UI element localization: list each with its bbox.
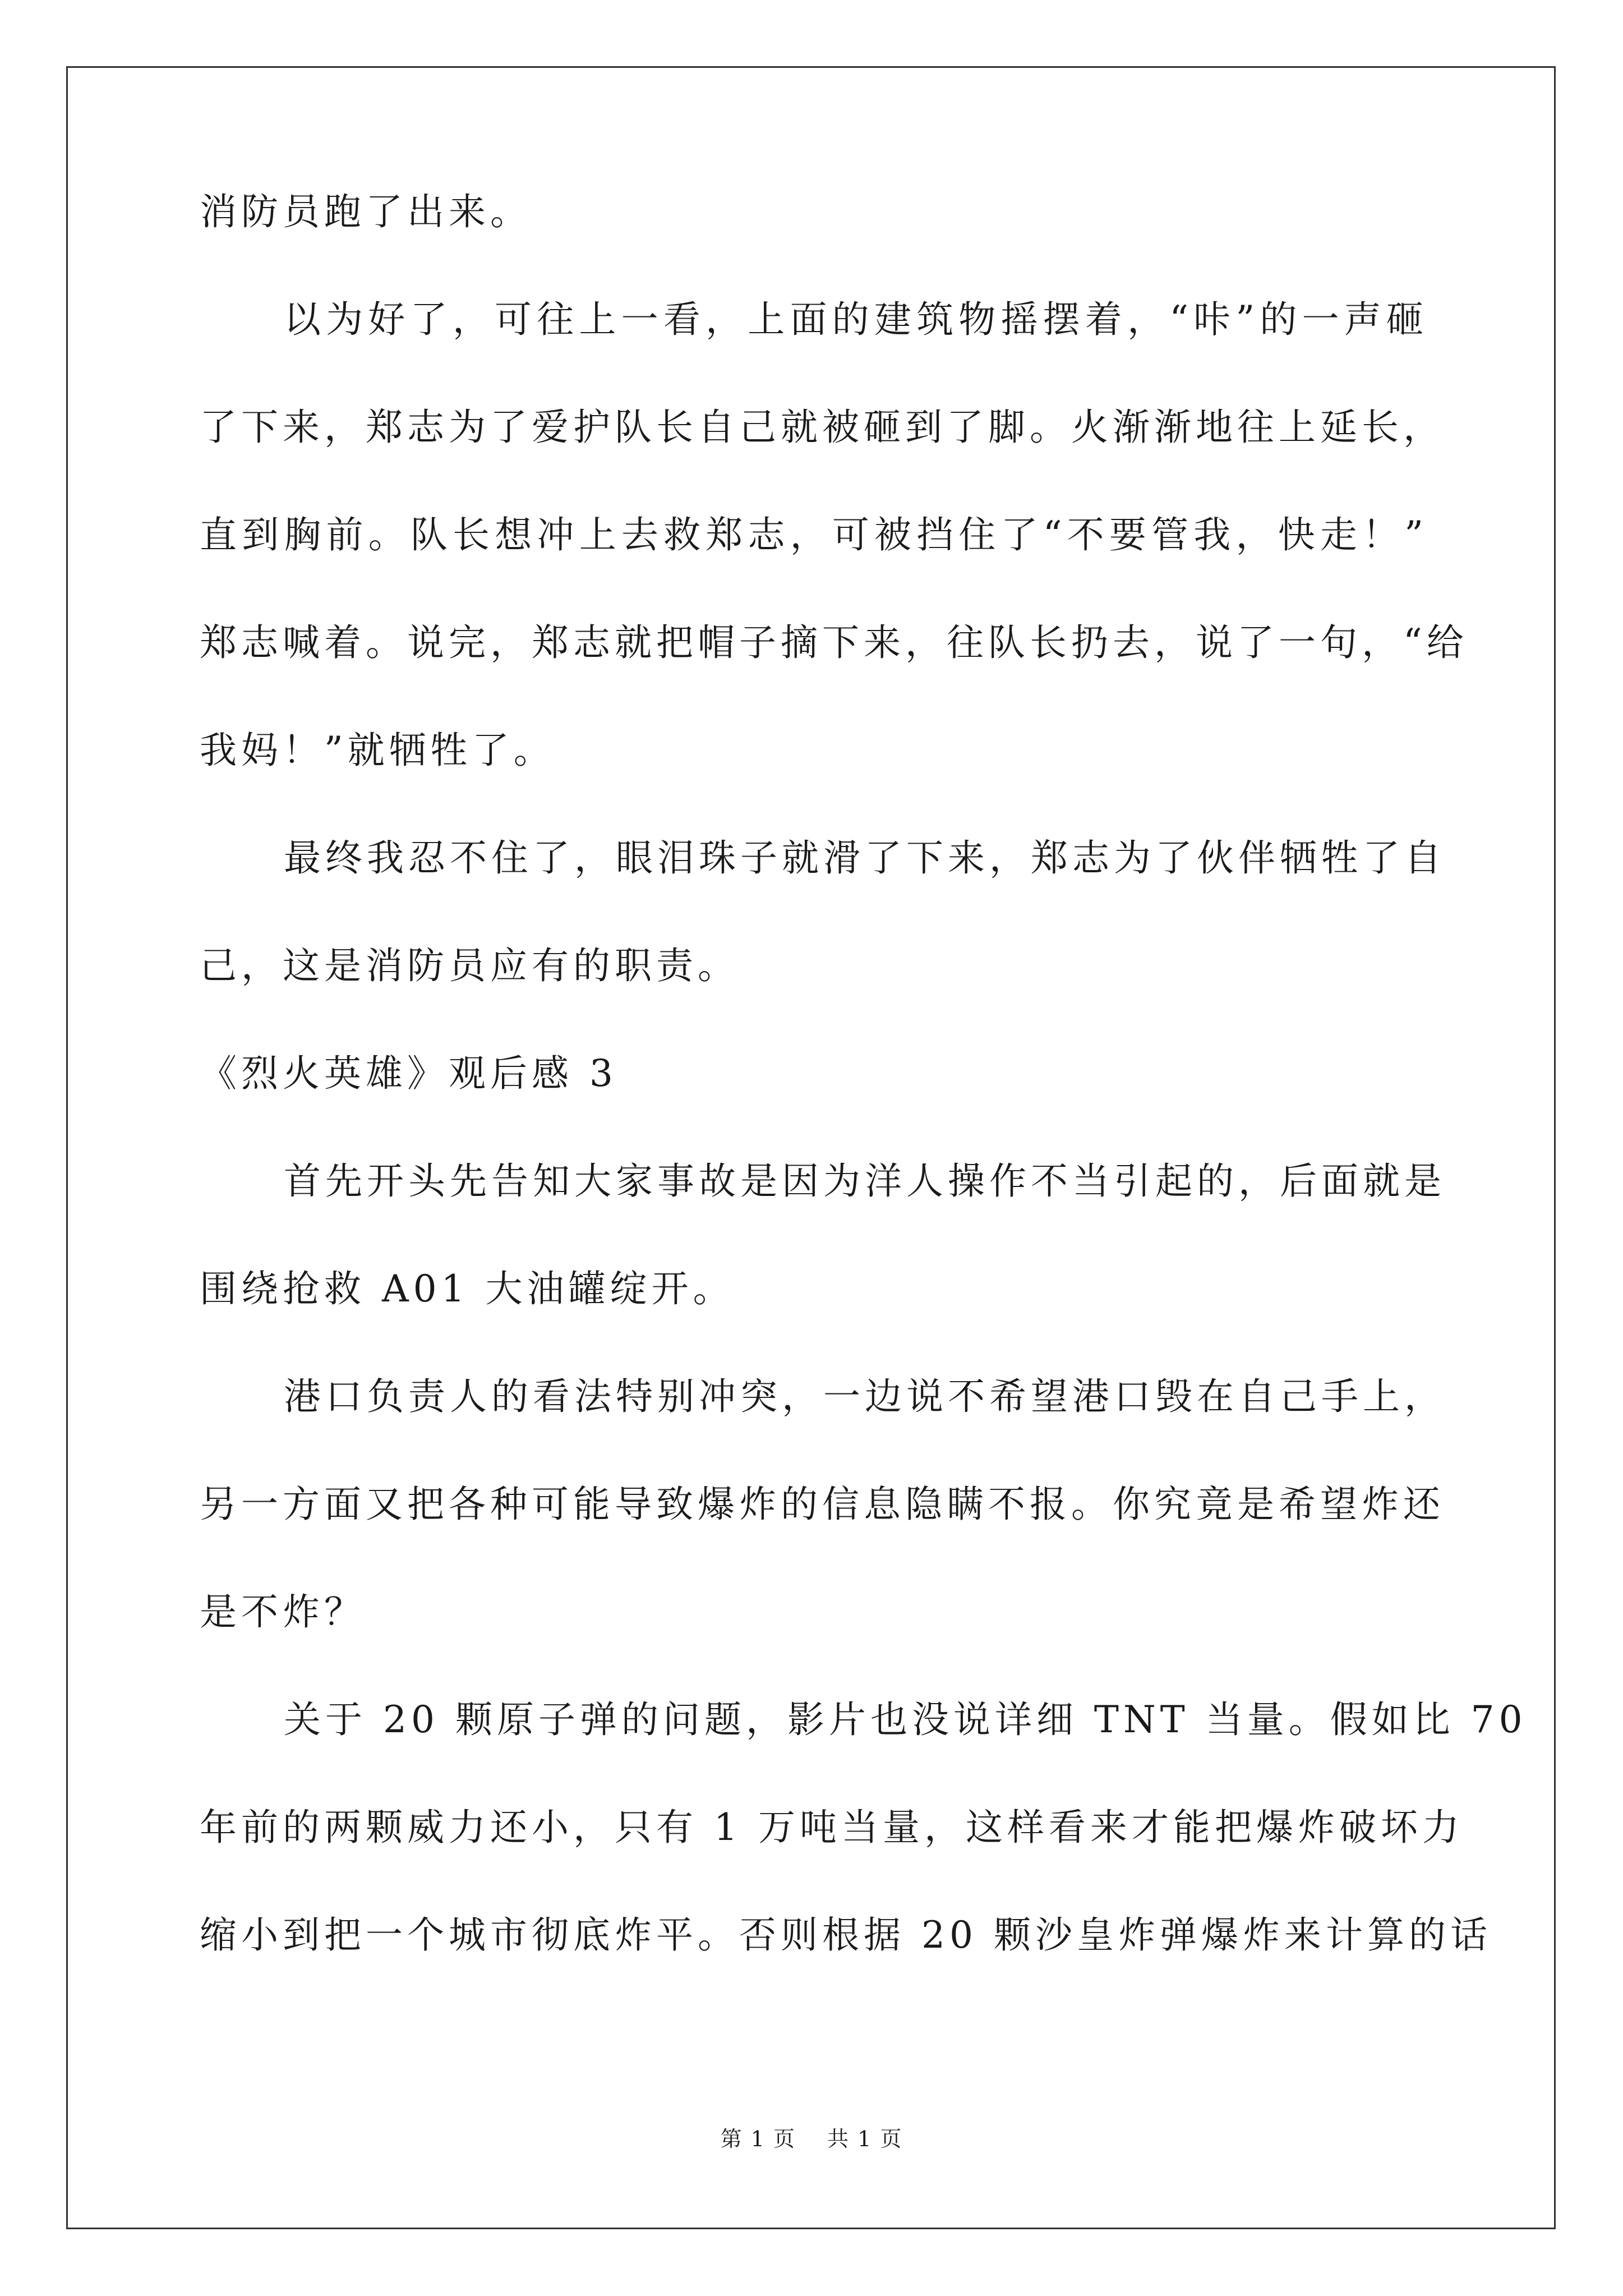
page-total: 共 1 页 — [827, 2127, 903, 2151]
text-line: 是不炸？ — [200, 1590, 366, 1634]
text-line: 围绕抢救 A01 大油罐绽开。 — [200, 1267, 735, 1310]
text-line: 己，这是消防员应有的职责。 — [200, 944, 739, 987]
paragraph-first-line: 最终我忍不住了，眼泪珠子就滑了下来，郑志为了伙伴牺牲了自 — [284, 836, 1446, 880]
paragraph-first-line: 港口负责人的看法特别冲突，一边说不希望港口毁在自己手上， — [284, 1375, 1446, 1418]
page-footer — [0, 2125, 1623, 2153]
text-line: 缩小到把一个城市彻底炸平。否则根据 20 颗沙皇炸弹爆炸来计算的话 — [200, 1913, 1492, 1957]
section-heading: 《烈火英雄》观后感 3 — [200, 1052, 617, 1095]
text-line: 直到胸前。队长想冲上去救郑志，可被挡住了“不要管我，快走！” — [200, 513, 1428, 556]
text-line: 另一方面又把各种可能导致爆炸的信息隐瞒不报。你究竟是希望炸还 — [200, 1483, 1445, 1526]
paragraph-first-line: 以为好了，可往上一看，上面的建筑物摇摆着，“咔”的一声砸 — [284, 298, 1428, 341]
text-line: 我妈！”就牺牲了。 — [200, 729, 555, 772]
document-body — [200, 185, 1527, 1962]
text-line: 消防员跑了出来。 — [200, 190, 532, 233]
text-line: 年前的两颗威力还小，只有 1 万吨当量，这样看来才能把爆炸破坏力 — [200, 1806, 1464, 1849]
paragraph-first-line: 关于 20 颗原子弹的问题，影片也没说详细 TNT 当量。假如比 70 — [284, 1698, 1527, 1741]
paragraph-first-line: 首先开头先告知大家事故是因为洋人操作不当引起的，后面就是 — [284, 1159, 1446, 1203]
text-line: 了下来，郑志为了爱护队长自己就被砸到了脚。火渐渐地往上延长， — [200, 406, 1445, 449]
page-number: 第 1 页 — [720, 2127, 796, 2151]
text-line: 郑志喊着。说完，郑志就把帽子摘下来，往队长扔去，说了一句，“给 — [200, 621, 1468, 664]
